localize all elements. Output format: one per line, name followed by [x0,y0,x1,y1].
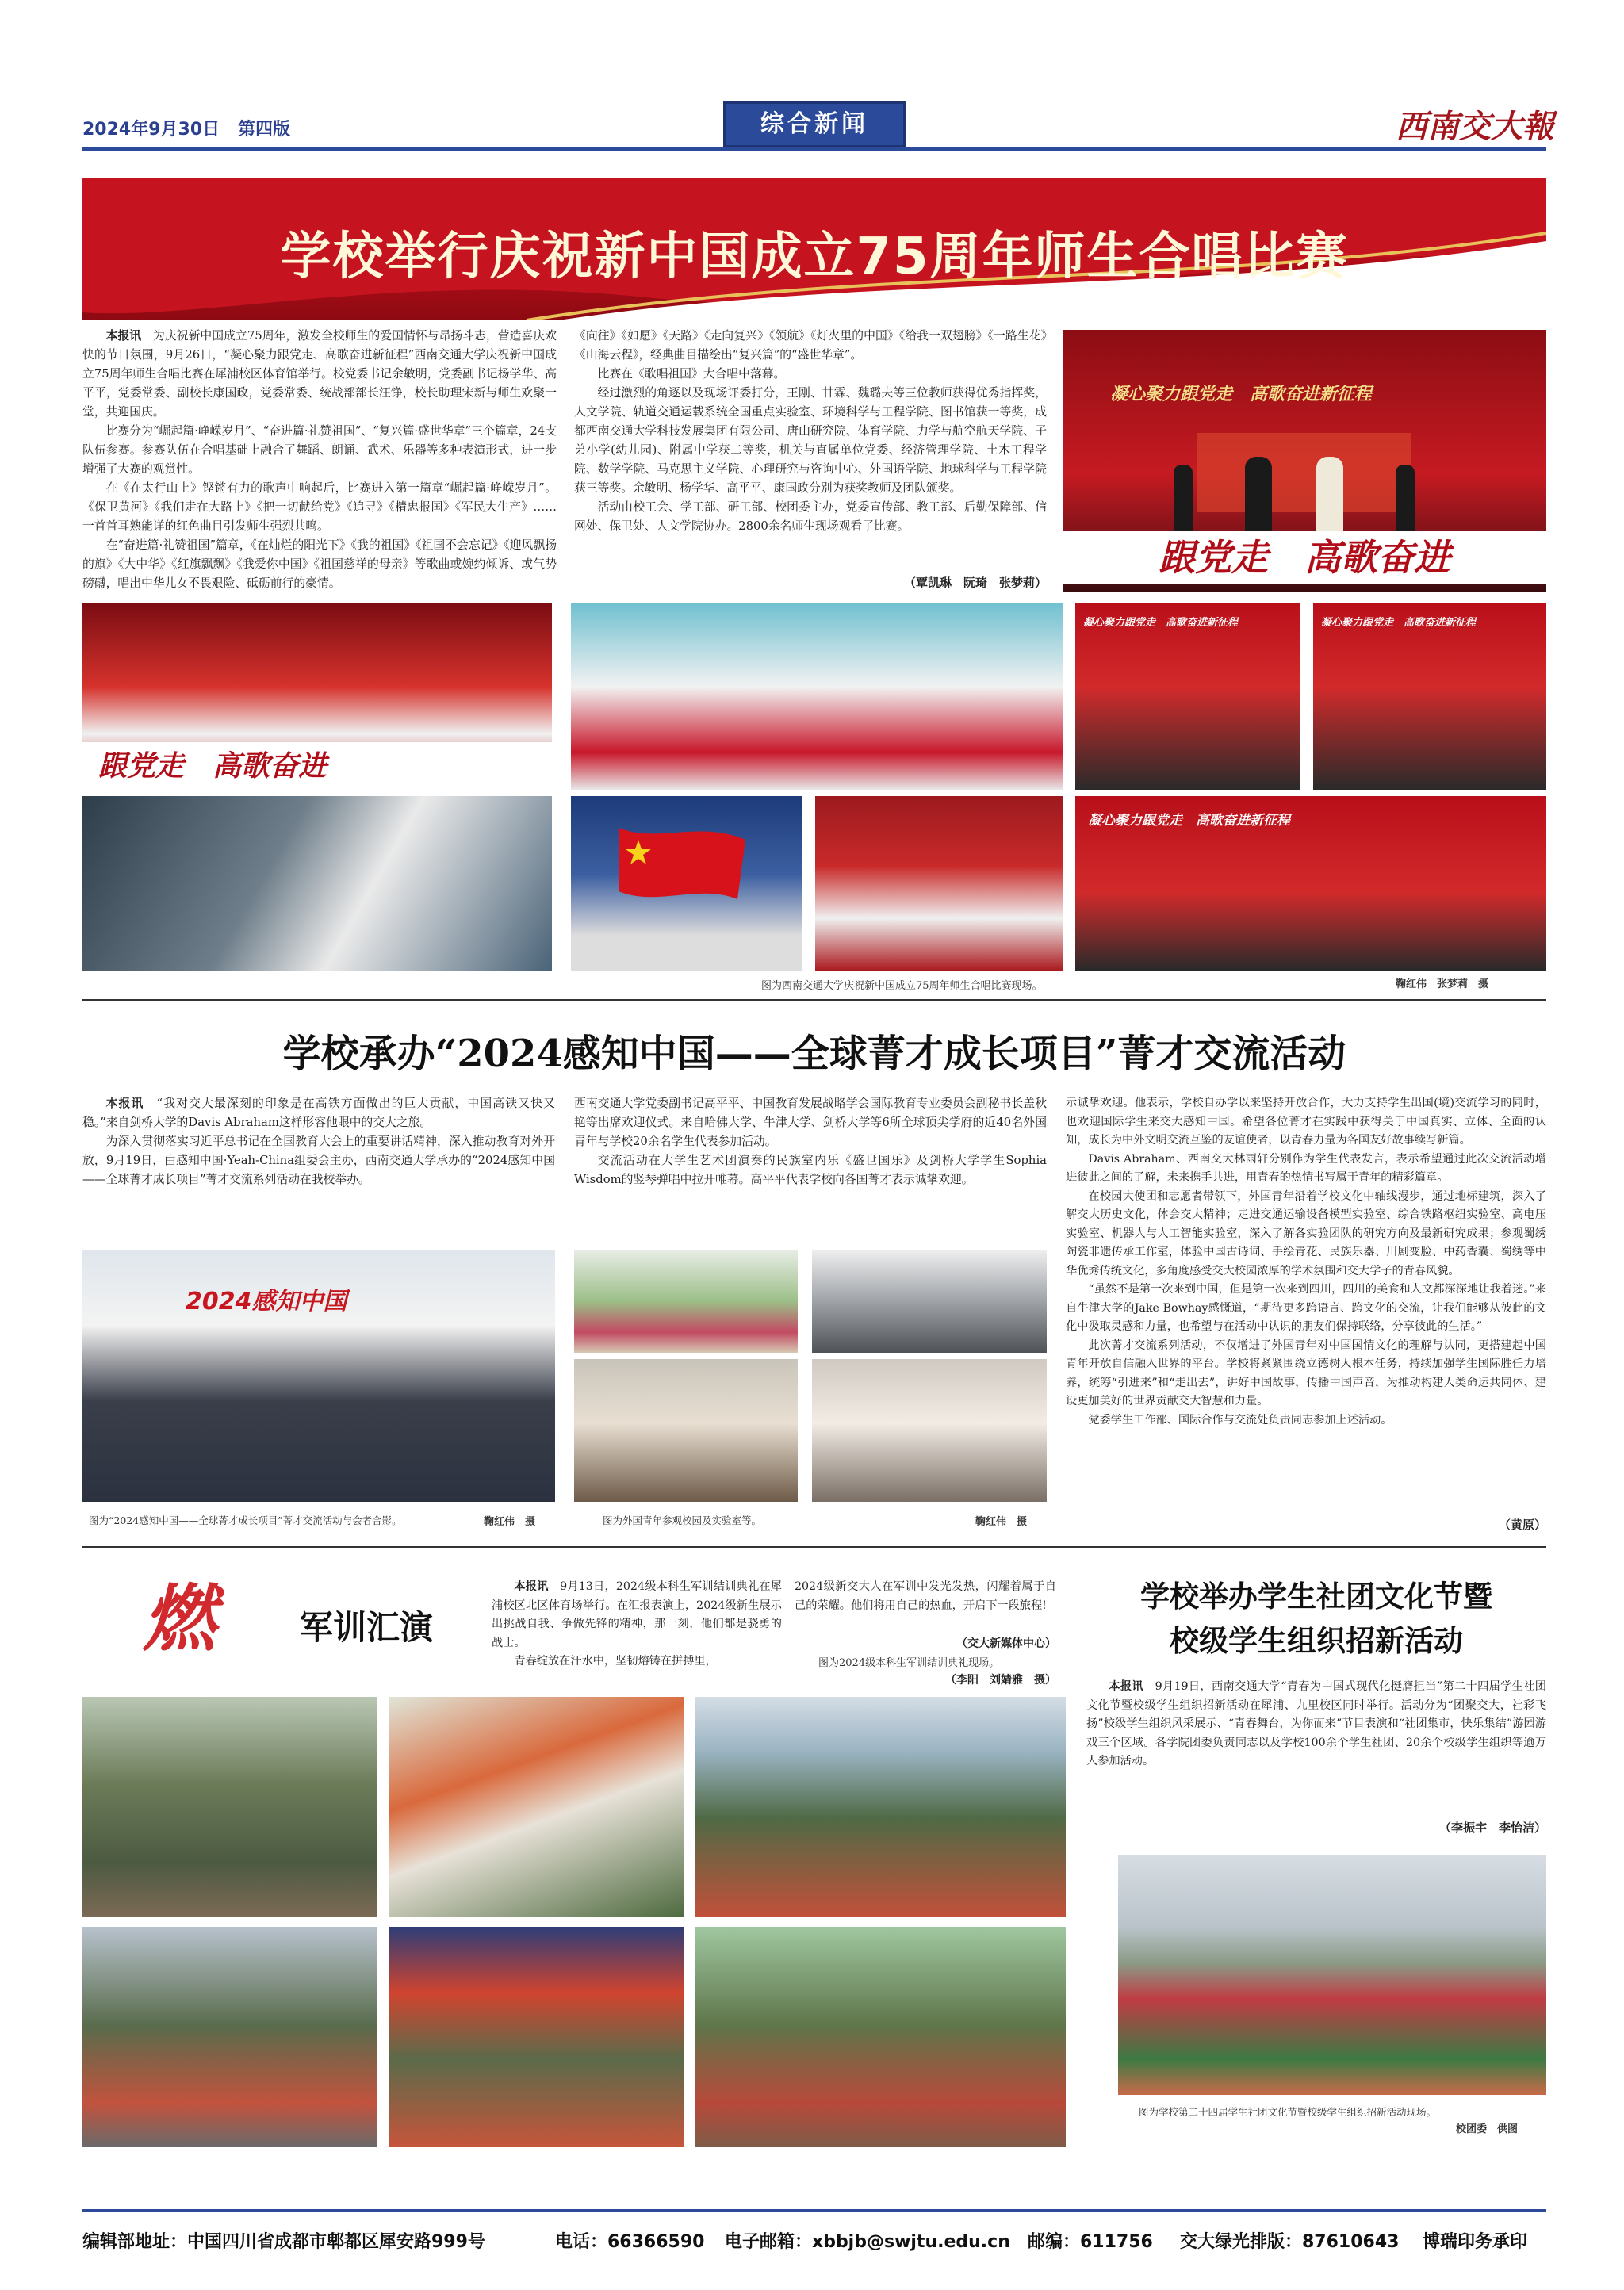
article3-photo3 [695,1697,1066,1917]
footer-phone: 电话：66366590 [555,2232,705,2252]
article4-credit: （李振宇 李怡洁） [1438,1821,1546,1835]
article3-paragraph: 9月13日，2024级本科生军训结训典礼在犀浦校区北区体育场举行。在汇报表演上，2024级新生展示出挑战自我、争做先锋的精神，那一刻，他们都是骁勇的战士。 [492,1580,782,1649]
article3-photo5 [389,1927,684,2147]
stage-banner-text: 凝心聚力跟党走 高歌奋进新征程 [1110,384,1373,404]
article1-credit: （覃凯琳 阮琦 张梦莉） [903,576,1047,590]
article3-photo1 [82,1697,377,1917]
article1-caption: 图为西南交通大学庆祝新中国成立75周年师生合唱比赛现场。 [761,980,1043,992]
article3-fire-char: 燃 [143,1576,216,1661]
article3-photo6 [695,1927,1066,2147]
article2-paragraph: 此次菁才交流系列活动，不仅增进了外国青年对中国国情文化的理解与认同，更搭建起中国青年开放自信融入世界的平台。学校将紧紧围绕立德树人根本任务，持续加强学生国际胜任力培养，统筹“引进来”和“走出去”，讲好中国故事，传播中国声音，为推动构建人类命运共同体、建设更加美好的世界贡献交大智慧和力量。 [1066,1338,1546,1407]
article2-photo-lab-model [812,1250,1047,1353]
header-rule [82,147,1546,151]
article1-photo-award3 [1075,796,1546,971]
article2-credit: （黄原） [1498,1518,1546,1532]
article2-lead: 本报讯 [105,1097,144,1110]
article2-paragraph: “虽然不是第一次来到中国，但是第一次来到四川，四川的美食和人文都深深地让我着迷。”来自牛津大学的Jake Bowhay感慨道，“期待更多跨语言、跨文化的交流，让我们能够从彼此的文化中汲取灵感和力量，也希望与在活动中认识的朋友们保持联络，分享彼此的生活。” [1066,1283,1546,1333]
article4-photo-credit: 校团委 供图 [1456,2123,1519,2135]
article3-paragraph: 2024级新交大人在军训中发光发热，闪耀着属于自己的荣耀。他们将用自己的热血，开启下一段旅程! [795,1580,1056,1612]
article2-paragraph: “我对交大最深刻的印象是在高铁方面做出的巨大贡献，中国高铁又快又稳。”来自剑桥大学的Davis Abraham这样形容他眼中的交大之旅。 [82,1097,555,1129]
footer-zip: 邮编：611756 [1028,2232,1153,2252]
article1-photo-credit: 鞠红伟 张梦莉 摄 [1396,978,1489,990]
article1-paragraph: 经过激烈的角逐以及现场评委打分，王刚、甘霖、魏璐夫等三位教师获得优秀指挥奖，人文学院、轨道交通运载系统全国重点实验室、环境科学与工程学院、图书馆获一等奖，成都西南交通大学科技发展集团有限公司、唐山研究院、体育学院、力学与航空航天学院、子弟小学(幼儿园)、附属中学获二等奖，机关与直属单位党委、经济管理学院、土木工程学院、数学学院、马克思主义学院、心理研究与咨询中心、外国语学院、地球科学与工程学院获三等奖。余敏明、杨学华、高平平、康国政分别为获奖教师及团队颁奖。 [574,386,1047,495]
article1-paragraph: 在《在太行山上》铿锵有力的歌声中响起后，比赛进入第一篇章“崛起篇·峥嵘岁月”。《保卫黄河》《我们走在大路上》《把一切献给党》《追寻》《精忠报国》《军民大生产》……一首首耳熟能详的红色曲目引发师生强烈共鸣。 [82,481,557,533]
article3-col1 [492,1578,782,1672]
backdrop-text: 2024感知中国 [186,1288,347,1315]
article3-photo2 [389,1697,684,1917]
article1-photo-choir [82,603,552,790]
article2-photo-visitors1 [574,1359,798,1502]
article4-caption: 图为学校第二十四届学生社团文化节暨校级学生组织招新活动现场。 [1139,2106,1437,2118]
article1-lead: 本报讯 [105,329,142,343]
article1-photo-award2 [1313,603,1546,790]
article2-paragraph: 交流活动在大学生艺术团演奏的民族室内乐《盛世国乐》及剑桥大学学生Sophia Wisdom的竖琴弹唱中拉开帷幕。高平平代表学校向各国菁才表示诚挚欢迎。 [574,1154,1047,1186]
issue-date: 2024年9月30日 [82,120,220,140]
article2-photo-campus [574,1250,798,1353]
article2-paragraph: 在校园大使团和志愿者带领下，外国青年沿着学校文化中轴线漫步，通过地标建筑，深入了解交大历史文化，体会交大精神；走进交通运输设备模型实验室、综合铁路枢纽实验室、高电压实验室、机器人与人工智能实验室，深入了解各实验团队的研究方向及最新研究成果；参观蜀绣陶瓷非遗传承工作室，体验中国古诗词、手绘青花、民族乐器、川剧变脸、中药香囊、蜀绣等中华优秀传统文化，多角度感受交大校园浓厚的学术氛围和交大学子的青春风貌。 [1066,1189,1546,1277]
masthead-logo: 西南交大報 [1396,108,1554,145]
article2-photo-credit2: 鞠红伟 摄 [975,1516,1028,1528]
article1-paragraph: 比赛分为“崛起篇·峥嵘岁月”、“奋进篇·礼赞祖国”、“复兴篇·盛世华章”三个篇章，24支队伍参赛。参赛队伍在合唱基础上融合了舞蹈、朗诵、武术、乐器等多种表演形式，进一步增强了大赛的观赏性。 [82,424,557,476]
article2-paragraph: 示诚挚欢迎。他表示，学校自办学以来坚持开放合作，大力支持学生出国(境)交流学习的同时，也欢迎国际学生来交大感知中国。希望各位菁才在实践中获得关于中国真实、立体、全面的认知，成长为中外文明交流互鉴的友谊使者，以青春力量为各国友好故事续写新篇。 [1066,1097,1546,1147]
article1-title: 学校举行庆祝新中国成立75周年师生合唱比赛 [280,228,1349,286]
article3-col2 [795,1578,1056,1615]
article1-col2 [574,327,1047,536]
article4-title-line1: 学校举办学生社团文化节暨 [1140,1579,1492,1614]
article1-paragraph: 在“奋进篇·礼赞祖国”篇章，《在灿烂的阳光下》《我的祖国》《祖国不会忘记》《迎风飘扬的旗》《大中华》《红旗飘飘》《我爱你中国》《祖国慈祥的母亲》等歌曲或婉约倾诉、或气势磅礴，唱出中华儿女不畏艰险、砥砺前行的豪情。 [82,538,557,590]
article1-banner [82,178,1546,320]
article2-col3 [1066,1094,1546,1430]
article4-body [1086,1678,1546,1771]
article1-photo-grand-choir [815,796,1063,971]
article2-col2 [574,1094,1047,1189]
article3-photo4 [82,1927,377,2147]
article4-photo-stadium [1118,1855,1546,2095]
article1-paragraph: 为庆祝新中国成立75周年，激发全校师生的爱国情怀与昂扬斗志，营造喜庆欢快的节日氛围，9月26日，“凝心聚力跟党走、高歌奋进新征程”西南交通大学庆祝新中国成立75周年师生合唱比赛在犀浦校区体育馆举行。校党委书记余敏明，党委副书记杨学华、高平平，党委常委、副校长康国政，党委常委、统战部部长汪铮，校长助理宋新与师生欢聚一堂，共迎国庆。 [82,329,557,419]
article3-paragraph: 青春绽放在汗水中，坚韧熔铸在拼搏里， [514,1655,717,1668]
article1-photo-flag [571,796,802,971]
article2-paragraph: Davis Abraham、西南交大林雨轩分别作为学生代表发言，表示希望通过此次交流活动增进彼此之间的了解，未来携手共进，用青春的热情书写属于青年的精彩篇章。 [1066,1152,1546,1184]
article2-title: 学校承办“2024感知中国——全球菁才成长项目”菁才交流活动 [282,1032,1346,1076]
article1-photo-drama [82,796,552,971]
article2-caption1: 图为“2024感知中国——全球菁才成长项目”菁才交流活动与会者合影。 [89,1515,402,1526]
footer-address: 编辑部地址：中国四川省成都市郫都区犀安路999号 [82,2232,485,2252]
stage-banner-big: 跟党走 高歌奋进 [82,742,552,790]
edition-number: 第四版 [238,120,291,140]
article4-paragraph: 9月19日，西南交通大学“青春为中国式现代化挺膺担当”第二十四届学生社团文化节暨校级学生组织招新活动在犀浦、九里校区同时举行。活动分为“团聚交大，社彩飞扬”校级学生组织风采展示、“青春舞台，为你而来”节目表演和“社团集市，快乐集结”游园游戏三个区域。各学院团委负责同志以及学校100余个学生社团、20余个校级学生组织等逾万人参加活动。 [1086,1680,1546,1767]
article2-photo-visitors2 [812,1359,1047,1502]
article1-col1 [82,327,557,593]
divider [82,1546,1546,1548]
section-title: 综合新闻 [723,101,906,147]
stage-banner-big: 跟党走 高歌奋进 [1063,531,1546,584]
footer-rule [82,2209,1546,2212]
article2-paragraph: 为深入贯彻落实习近平总书记在全国教育大会上的重要讲话精神，深入推动教育对外开放，9月19日，由感知中国·Yeah-China组委会主办，西南交通大学承办的“2024感知中国——全球菁才成长项目”菁才交流系列活动在我校举办。 [82,1135,555,1186]
article4-title-line2: 校级学生组织招新活动 [1170,1623,1463,1658]
article2-photo-credit1: 鞠红伟 摄 [484,1516,536,1528]
footer-printer: 博瑞印务承印 [1423,2232,1528,2252]
article1-paragraph: 活动由校工会、学工部、研工部、校团委主办，党委宣传部、教工部、后勤保障部、信网处、保卫处、人文学院协办。2800余名师生现场观看了比赛。 [574,500,1047,533]
article3-title: 军训汇演 [300,1608,434,1647]
divider [82,999,1546,1001]
footer-typeset: 交大绿光排版：87610643 [1180,2232,1400,2252]
article2-col1 [82,1094,555,1189]
article2-paragraph: 西南交通大学党委副书记高平平、中国教育发展战略学会国际教育专业委员会副秘书长盖秋艳等出席欢迎仪式。来自哈佛大学、牛津大学、剑桥大学等6所全球顶尖学府的近40名外国青年与学校20余名学生代表参加活动。 [574,1097,1047,1148]
red-flag-icon [619,828,745,915]
stage-banner-text: 凝心聚力跟党走 高歌奋进新征程 [1083,617,1239,629]
article4-lead: 本报讯 [1109,1680,1144,1693]
article2-caption2: 图为外国青年参观校园及实验室等。 [603,1515,762,1526]
article1-paragraph: 比赛在《歌唱祖国》大合唱中落幕。 [597,367,786,381]
article3-credit2: （李阳 刘婧雅 摄） [945,1674,1056,1687]
article1-paragraph: 《向往》《如愿》《天路》《走向复兴》《领航》《灯火里的中国》《给我一双翅膀》《一路生花》《山海云程》，经典曲目描绘出“复兴篇”的“盛世华章”。 [574,329,1047,362]
article2-photo-group [82,1250,555,1502]
footer-email: 电子邮箱：xbbjb@swjtu.edu.cn [725,2232,1010,2252]
article1-photo-stage [1063,330,1546,592]
stage-banner-text: 凝心聚力跟党走 高歌奋进新征程 [1088,813,1290,829]
article1-photo-dance [571,603,1063,790]
article3-lead: 本报讯 [514,1580,549,1593]
stage-banner-text: 凝心聚力跟党走 高歌奋进新征程 [1321,617,1477,629]
performers-silhouettes [1174,449,1427,536]
article3-caption: 图为2024级本科生军训结训典礼现场。 [818,1657,1000,1669]
article1-photo-award1 [1075,603,1300,790]
article2-paragraph: 党委学生工作部、国际合作与交流处负责同志参加上述活动。 [1088,1413,1392,1426]
article3-credit1: （交大新媒体中心） [956,1637,1056,1650]
